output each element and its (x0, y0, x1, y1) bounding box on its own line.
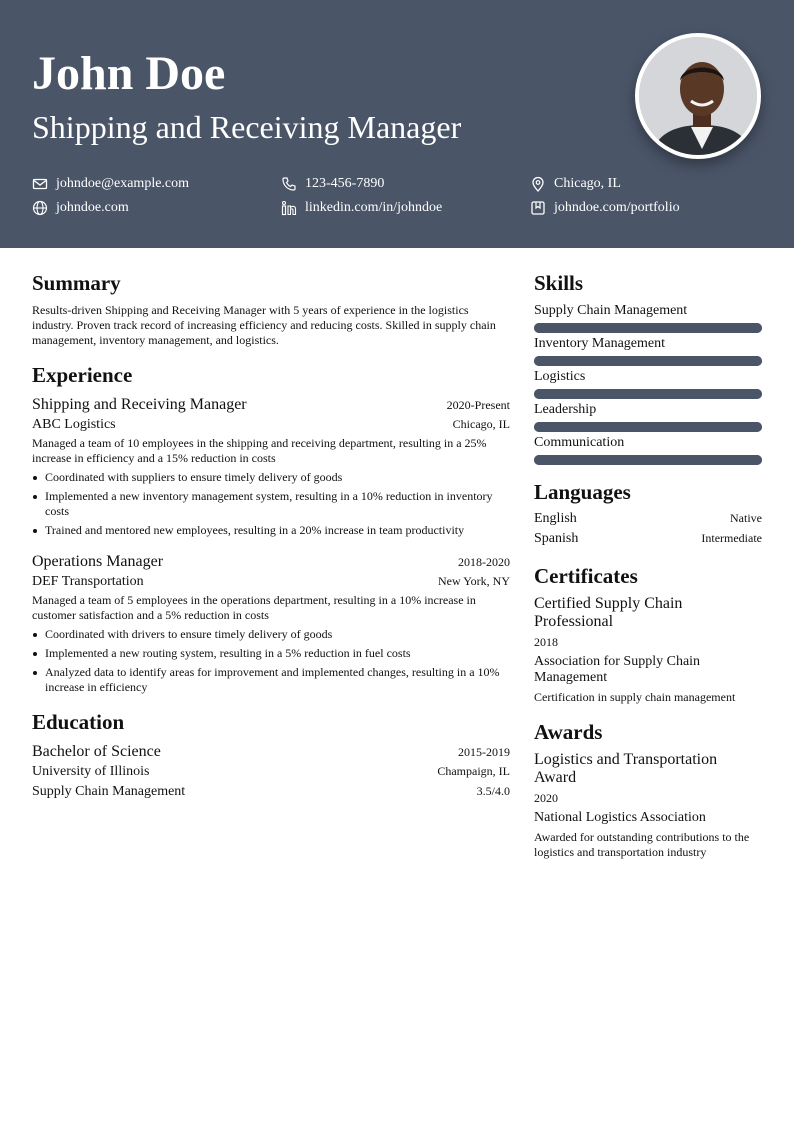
certificate-title: Certified Supply Chain Professional (534, 595, 683, 630)
skill-name: Communication (534, 435, 625, 450)
field-of-study: Supply Chain Management (32, 784, 186, 799)
experience-section (32, 362, 510, 695)
skill-name: Leadership (534, 402, 597, 417)
certificate-issuer: Association for Supply Chain Management (534, 654, 701, 685)
achievement-item: Trained and mentored new employees, resulting in a 20% increase in team productivity (32, 523, 510, 538)
achievement-item: Implemented a new routing system, resulting in a 5% reduction in fuel costs (32, 646, 510, 661)
section-heading: Certificates (534, 564, 638, 588)
section-heading: Summary (32, 271, 121, 295)
mail-icon (32, 176, 48, 192)
skill-bar-fill (534, 323, 762, 333)
contact-linkedin[interactable]: linkedin.com/in/johndoe (281, 200, 442, 216)
skill-bar (534, 389, 762, 399)
position-dates: 2020-Present (446, 398, 510, 412)
skill-bar (534, 356, 762, 366)
contact-website[interactable]: johndoe.com (32, 200, 129, 216)
school-location: Champaign, IL (437, 764, 510, 778)
contact-email[interactable]: johndoe@example.com (32, 176, 189, 192)
position-title: Operations Manager (32, 553, 164, 570)
experience-entry (32, 552, 510, 695)
language-row (534, 531, 762, 547)
achievement-list (32, 470, 510, 538)
awards-section (534, 719, 762, 860)
contact-location: Chicago, IL (530, 176, 621, 192)
skill-bar (534, 455, 762, 465)
skill-name: Inventory Management (534, 336, 666, 351)
achievement-item: Analyzed data to identify areas for improvement and implemented changes, resulting in a 10% increase in efficiency (32, 665, 510, 695)
contact-portfolio[interactable]: johndoe.com/portfolio (530, 200, 680, 216)
languages-section (534, 479, 762, 547)
linkedin-icon (281, 200, 297, 216)
section-heading: Languages (534, 480, 631, 504)
main-column (32, 270, 510, 801)
location-icon (530, 176, 546, 192)
candidate-name: John Doe (32, 47, 226, 100)
summary-section (32, 270, 510, 348)
position-description: Managed a team of 10 employees in the shipping and receiving department, resulting in a 25% increase in efficiency and a 15% reduction in costs (32, 436, 487, 465)
portfolio-icon (530, 200, 546, 216)
globe-icon (32, 200, 48, 216)
section-heading: Education (32, 710, 125, 734)
company-name: ABC Logistics (32, 417, 116, 432)
education-section (32, 709, 510, 801)
skill-name: Logistics (534, 369, 586, 384)
achievement-item: Implemented a new inventory management system, resulting in a 10% reduction in inventory costs (32, 489, 510, 519)
degree-name: Bachelor of Science (32, 743, 161, 760)
section-heading: Skills (534, 271, 584, 295)
position-title: Shipping and Receiving Manager (32, 396, 247, 413)
skill-bar-fill (534, 422, 762, 432)
skill-bar-fill (534, 356, 762, 366)
award-title: Logistics and Transportation Award (534, 751, 718, 786)
experience-entry (32, 395, 510, 538)
section-heading: Experience (32, 363, 133, 387)
language-level: Intermediate (701, 531, 762, 545)
certificate-year: 2018 (534, 635, 558, 649)
position-dates: 2018-2020 (458, 555, 510, 569)
job-title: Shipping and Receiving Manager (32, 109, 462, 145)
certificate-entry (534, 595, 762, 705)
company-location: New York, NY (437, 574, 510, 588)
achievement-item: Coordinated with suppliers to ensure timely delivery of goods (32, 470, 510, 485)
award-entry (534, 751, 762, 860)
achievement-list (32, 627, 510, 695)
gpa: 3.5/4.0 (476, 784, 510, 798)
certificates-section (534, 563, 762, 705)
resume-header (0, 0, 794, 248)
award-description: Awarded for outstanding contributions to the logistics and transportation industry (534, 830, 750, 859)
company-name: DEF Transportation (32, 574, 144, 589)
award-issuer: National Logistics Association (534, 810, 706, 825)
position-description: Managed a team of 5 employees in the operations department, resulting in a 10% increase in customer satisfaction and a 5% reduction in costs (32, 593, 476, 622)
education-entry (32, 742, 510, 801)
contact-phone[interactable]: 123-456-7890 (281, 176, 384, 192)
language-level: Native (730, 511, 762, 525)
skill-bar (534, 323, 762, 333)
achievement-item: Coordinated with drivers to ensure timely delivery of goods (32, 627, 510, 642)
skill-bar-fill (534, 389, 762, 399)
skills-section (534, 270, 762, 465)
section-heading: Awards (534, 720, 603, 744)
phone-icon (281, 176, 297, 192)
language-name: English (534, 511, 577, 526)
skill-name: Supply Chain Management (534, 303, 688, 318)
company-location: Chicago, IL (452, 417, 510, 431)
summary-text: Results-driven Shipping and Receiving Manager with 5 years of experience in the logistics industry. Proven track record of increasing efficiency and reducing costs. Skilled in supply chain management, inventory management, and logistics. (32, 303, 496, 347)
education-dates: 2015-2019 (458, 745, 510, 759)
language-name: Spanish (534, 531, 579, 546)
profile-photo (635, 33, 761, 159)
language-row (534, 511, 762, 527)
skill-bar (534, 422, 762, 432)
certificate-description: Certification in supply chain management (534, 690, 736, 704)
school-name: University of Illinois (32, 764, 150, 779)
award-year: 2020 (534, 791, 558, 805)
skills-list (534, 302, 762, 465)
sidebar-column (534, 270, 762, 860)
skill-bar-fill (534, 455, 762, 465)
